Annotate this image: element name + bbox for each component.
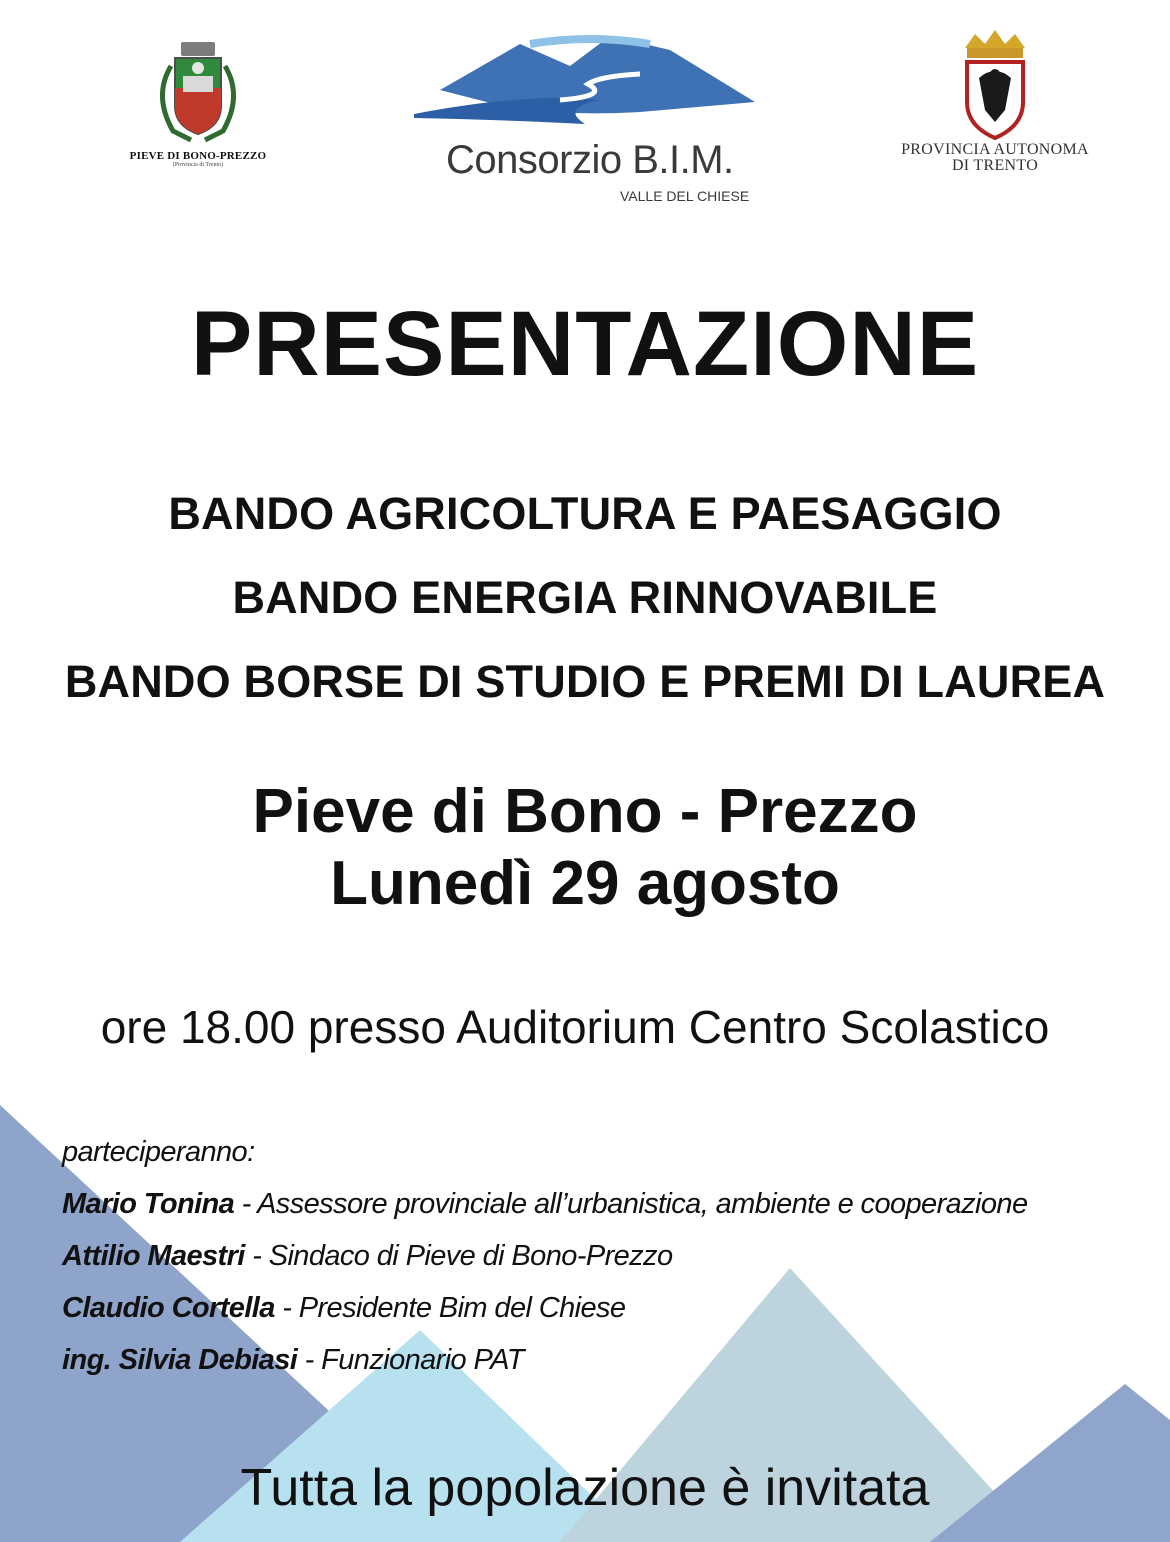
participant-row (62, 1334, 1162, 1386)
participant-name: ing. Silvia Debiasi (62, 1344, 298, 1376)
participants-intro: parteciperanno: (62, 1136, 255, 1168)
page-title: PRESENTAZIONE (190, 293, 980, 395)
coat-of-arms-icon (143, 36, 253, 146)
participant-row (62, 1230, 1162, 1282)
participant-name: Attilio Maestri (62, 1240, 245, 1272)
event-place-date (0, 776, 1170, 920)
bandi-list (0, 472, 1170, 724)
consorzio-bim-logo (410, 30, 770, 210)
participant-role: - Sindaco di Pieve di Bono-Prezzo (244, 1240, 673, 1272)
right-logo-line1: PROVINCIA AUTONOMA (901, 141, 1089, 158)
event-place: Pieve di Bono - Prezzo (252, 777, 918, 846)
participant-name: Mario Tonina (62, 1188, 235, 1220)
provincia-trento-logo (885, 30, 1105, 190)
event-time-location: ore 18.00 presso Auditorium Centro Scolastico (100, 1001, 1050, 1053)
participant-role: - Presidente Bim del Chiese (274, 1292, 626, 1324)
center-logo-subtitle: VALLE DEL CHIESE (620, 188, 750, 204)
participants-list (62, 1126, 1162, 1386)
right-logo-line2: DI TRENTO (951, 157, 1039, 174)
participant-row (62, 1282, 1162, 1334)
left-logo-subtitle: (Provincia di Trento) (172, 162, 224, 168)
participant-name: Claudio Cortella (62, 1292, 275, 1324)
bando-item: BANDO AGRICOLTURA E PAESAGGIO (168, 488, 1002, 539)
left-logo-name: PIEVE DI BONO-PREZZO (129, 150, 267, 162)
center-logo-name: Consorzio B.I.M. (446, 138, 734, 182)
event-date: Lunedì 29 agosto (330, 849, 840, 918)
bando-item: BANDO ENERGIA RINNOVABILE (232, 572, 938, 623)
eagle-crest-icon (955, 30, 1035, 142)
participant-role: - Assessore provinciale all’urbanistica, ambiente e cooperazione (234, 1188, 1028, 1220)
participant-role: - Funzionario PAT (297, 1344, 524, 1376)
pieve-di-bono-prezzo-logo (118, 36, 278, 186)
bando-item: BANDO BORSE DI STUDIO E PREMI DI LAUREA (64, 656, 1106, 707)
footer-invitation: Tutta la popolazione è invitata (240, 1459, 930, 1517)
mountain-river-logo-icon (410, 30, 760, 130)
participant-row (62, 1178, 1162, 1230)
